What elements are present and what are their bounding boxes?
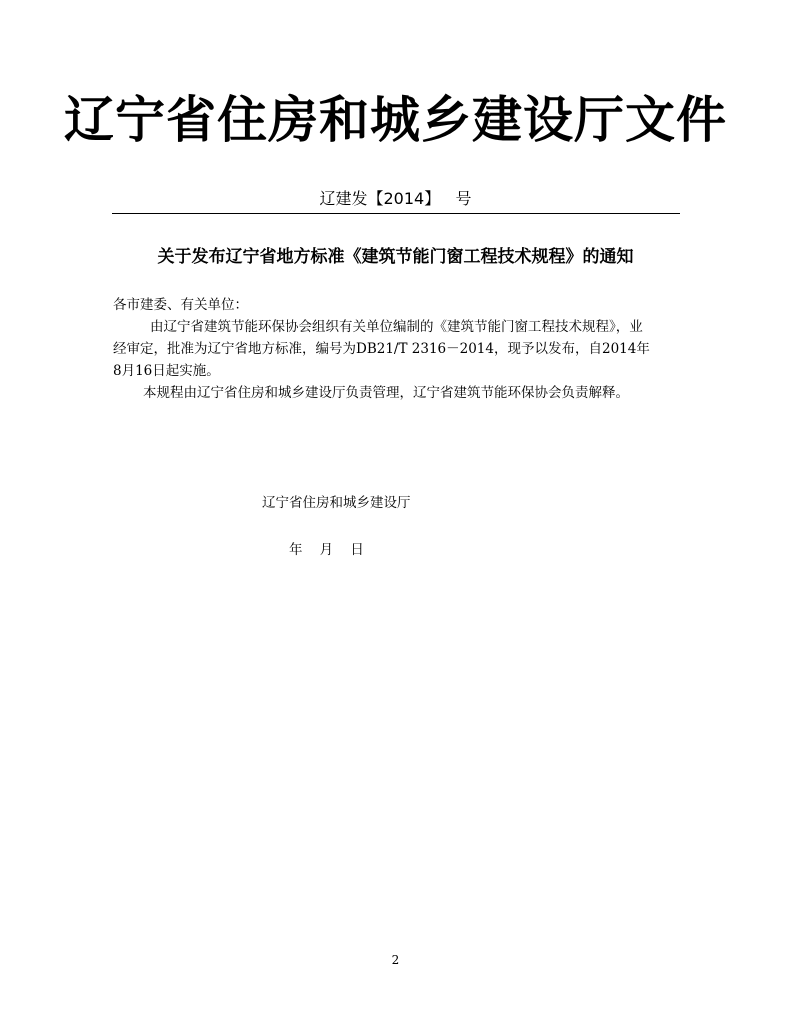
paragraph-1-line-1: 由辽宁省建筑节能环保协会组织有关单位编制的《建筑节能门窗工程技术规程》，业 [150,319,643,335]
document-header-title: 辽宁省住房和城乡建设厅文件 [64,91,727,149]
signature-organization: 辽宁省住房和城乡建设厅 [262,495,411,511]
notice-title: 关于发布辽宁省地方标准《建筑节能门窗工程技术规程》的通知 [157,247,634,267]
salutation: 各市建委、有关单位： [113,297,248,313]
document-number: 辽建发【2014】 号 [319,189,472,208]
header-divider [112,213,680,214]
page-number: 2 [391,953,400,967]
paragraph-2: 本规程由辽宁省住房和城乡建设厅负责管理，辽宁省建筑节能环保协会负责解释。 [143,385,629,401]
signature-date: 年 月 日 [289,542,364,558]
paragraph-1-line-3: 8月16日起实施。 [113,363,220,379]
paragraph-1-line-2: 经审定，批准为辽宁省地方标准，编号为DB21/T 2316－2014，现予以发布，自2014年 [113,341,650,357]
